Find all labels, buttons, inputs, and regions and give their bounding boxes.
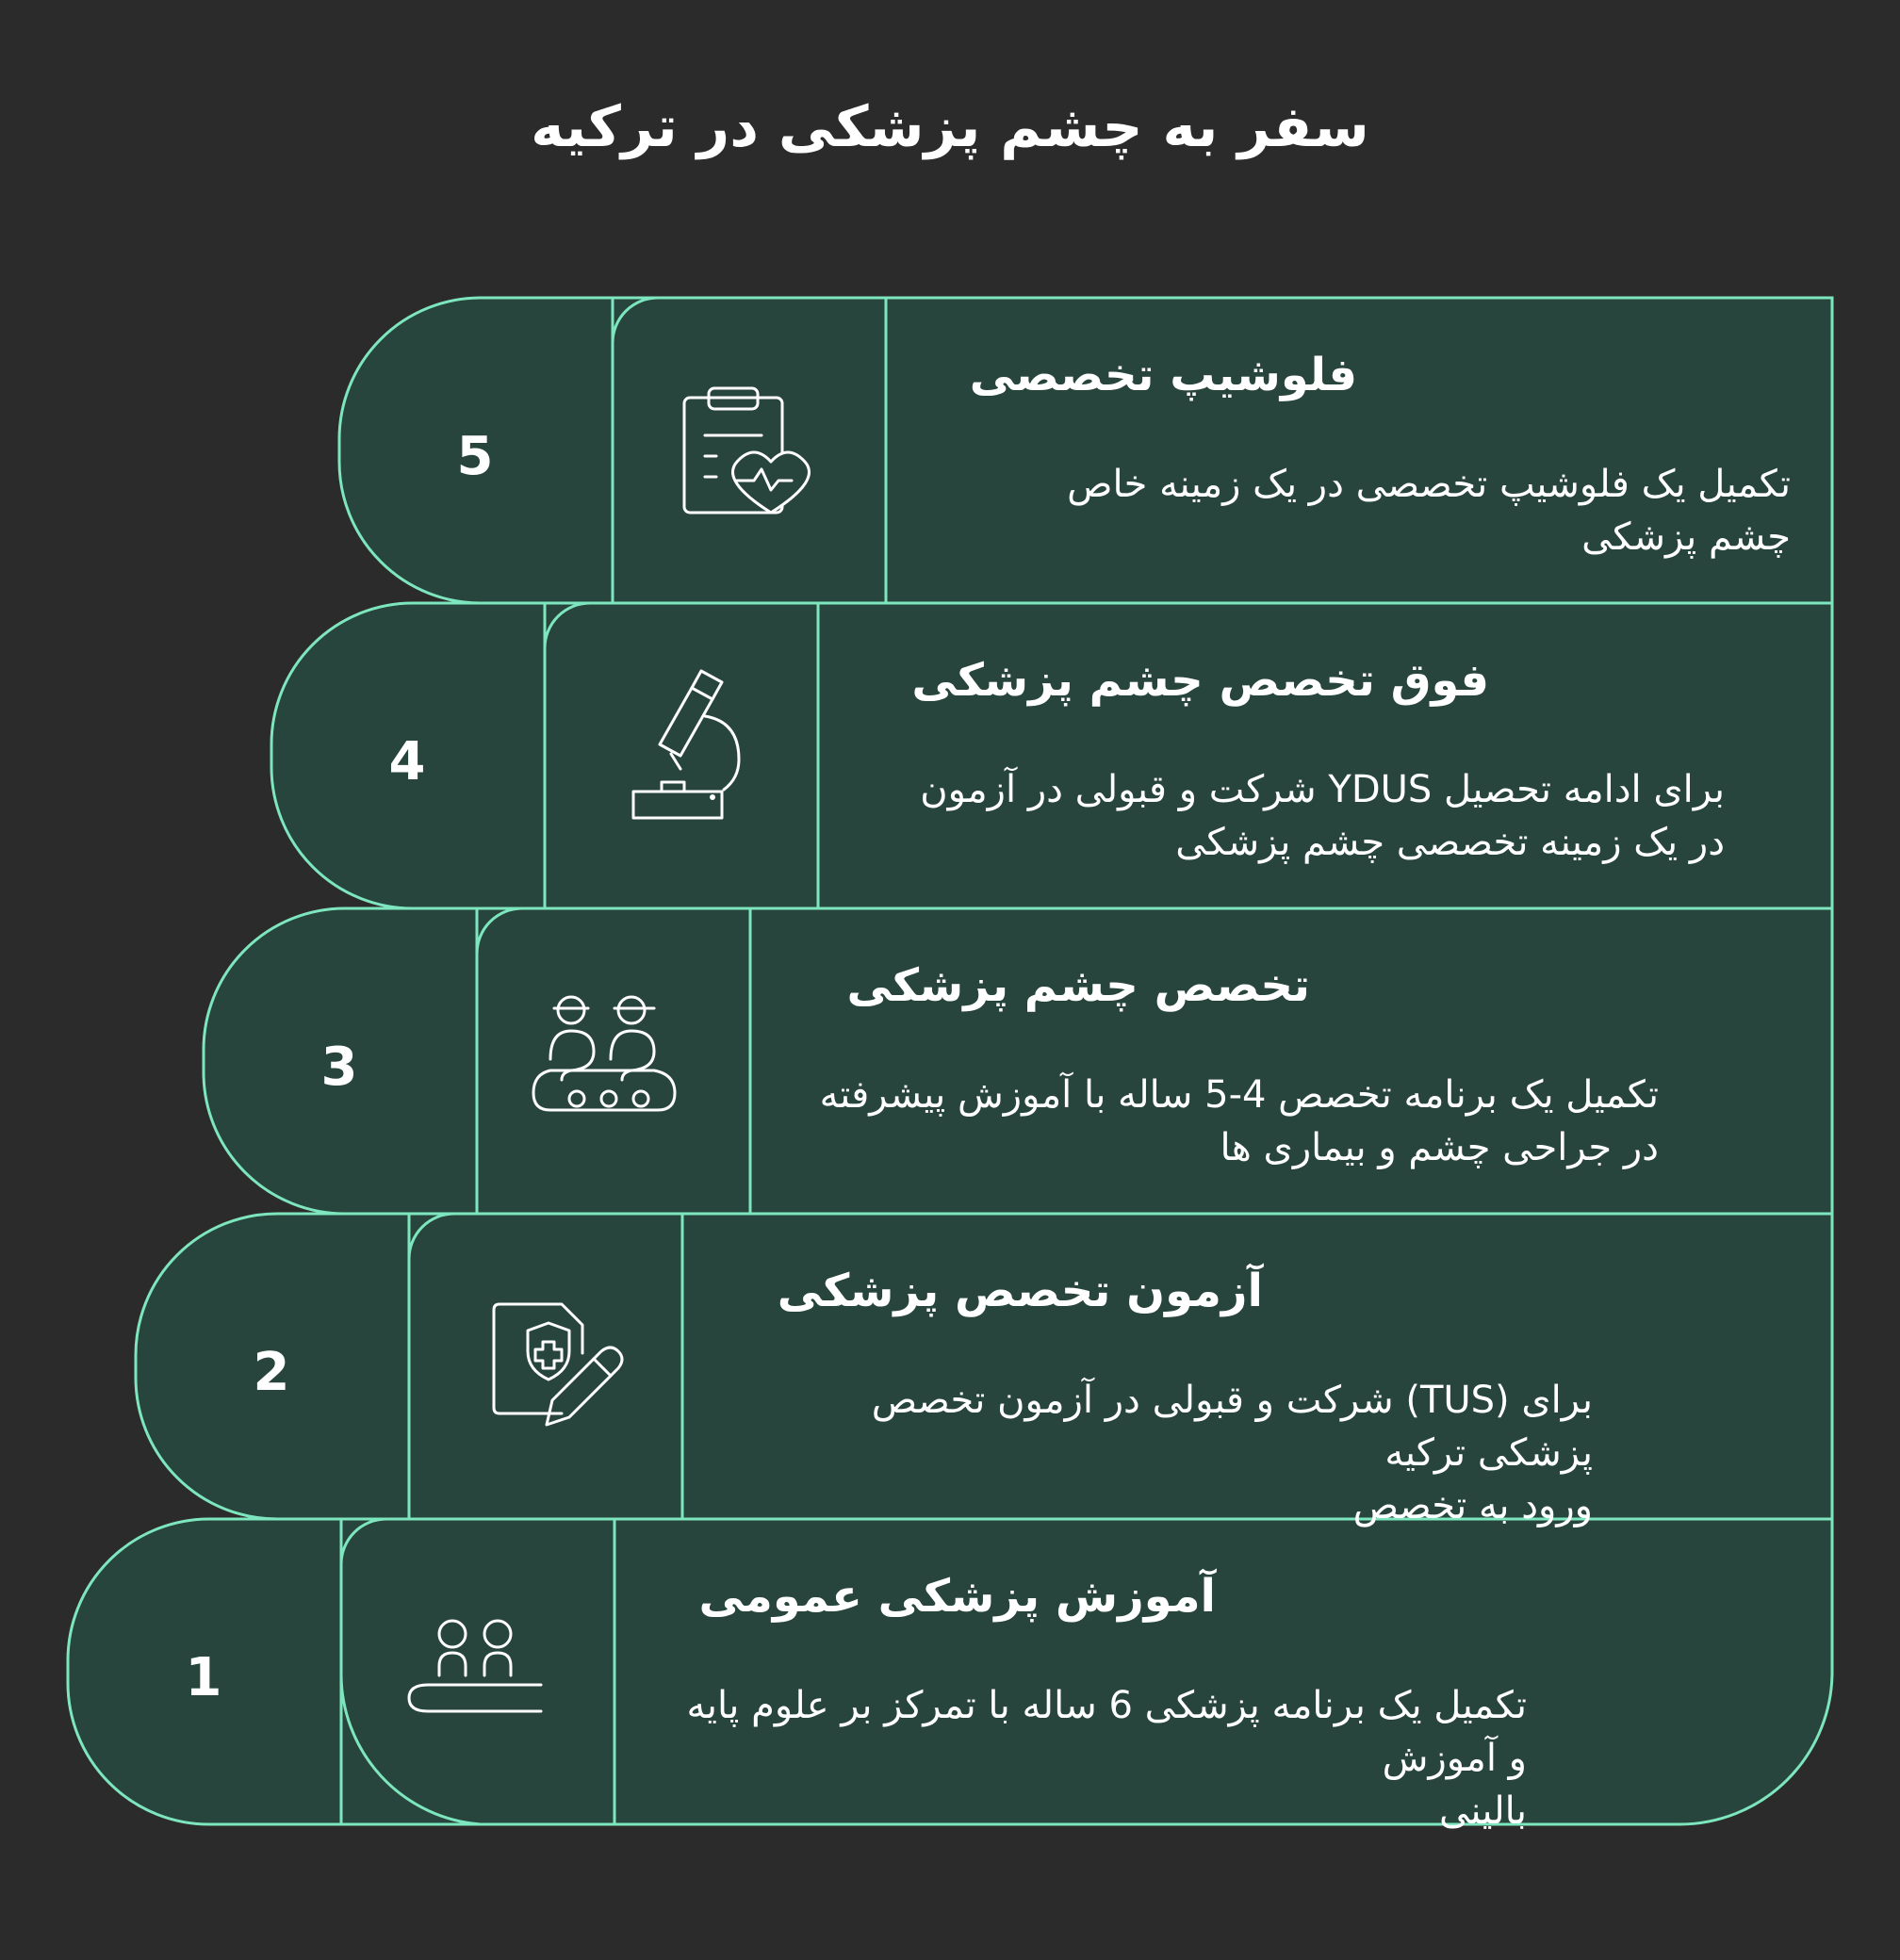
step-5-number: 5	[456, 426, 494, 487]
step-2-icon-cell	[409, 1214, 682, 1519]
step-5-description	[942, 458, 1791, 564]
step-4-description	[876, 763, 1725, 869]
step-3-desc-line2: در جراحی چشم و بیماری ها	[1220, 1126, 1659, 1169]
step-3-icon-cell	[477, 908, 750, 1214]
step-2-desc-line1: برای (TUS) شرکت و قبولی در آزمون تخصص پزشکی ترکیه	[871, 1379, 1593, 1475]
step-3-desc-line1: تکمیل یک برنامه تخصص 4-5 ساله با آموزش پیشرفته	[819, 1073, 1659, 1117]
step-5-desc-line1: تکمیل یک فلوشیپ تخصصی در یک زمینه خاص	[1067, 463, 1791, 506]
step-2-title: آزمون تخصص پزشکی	[777, 1265, 1263, 1317]
step-1-desc-line2: بالینی	[1439, 1789, 1527, 1833]
step-3-description	[811, 1069, 1659, 1174]
step-5-desc-line2: چشم پزشکی	[1581, 515, 1791, 559]
step-1-number: 1	[185, 1647, 222, 1708]
step-3-title: تخصص چشم پزشکی	[846, 959, 1310, 1012]
step-4-desc-line1: برای ادامه تحصیل YDUS شرکت و قبولی در آزمون	[920, 768, 1725, 811]
step-1-desc-line1: تکمیل یک برنامه پزشکی 6 ساله با تمرکز بر علوم پایه و آموزش	[686, 1684, 1527, 1780]
step-2-number: 2	[253, 1342, 290, 1403]
step-2-description	[745, 1374, 1593, 1532]
page-title: سفر به چشم پزشکی در ترکیه	[531, 94, 1369, 160]
step-4-desc-line2: در یک زمینه تخصصی چشم پزشکی	[1175, 821, 1725, 864]
step-2-desc-line2: ورود به تخصص	[1352, 1484, 1593, 1527]
step-1-icon-cell	[341, 1519, 614, 1824]
step-5-icon-cell	[613, 298, 886, 603]
step-1-description	[679, 1679, 1527, 1838]
step-5-title: فلوشیپ تخصصی	[969, 349, 1357, 401]
step-3-number: 3	[320, 1037, 358, 1098]
step-4-number: 4	[388, 731, 426, 792]
step-4-title: فوق تخصص چشم پزشکی	[911, 654, 1489, 707]
step-1-title: آموزش پزشکی عمومی	[698, 1570, 1216, 1623]
